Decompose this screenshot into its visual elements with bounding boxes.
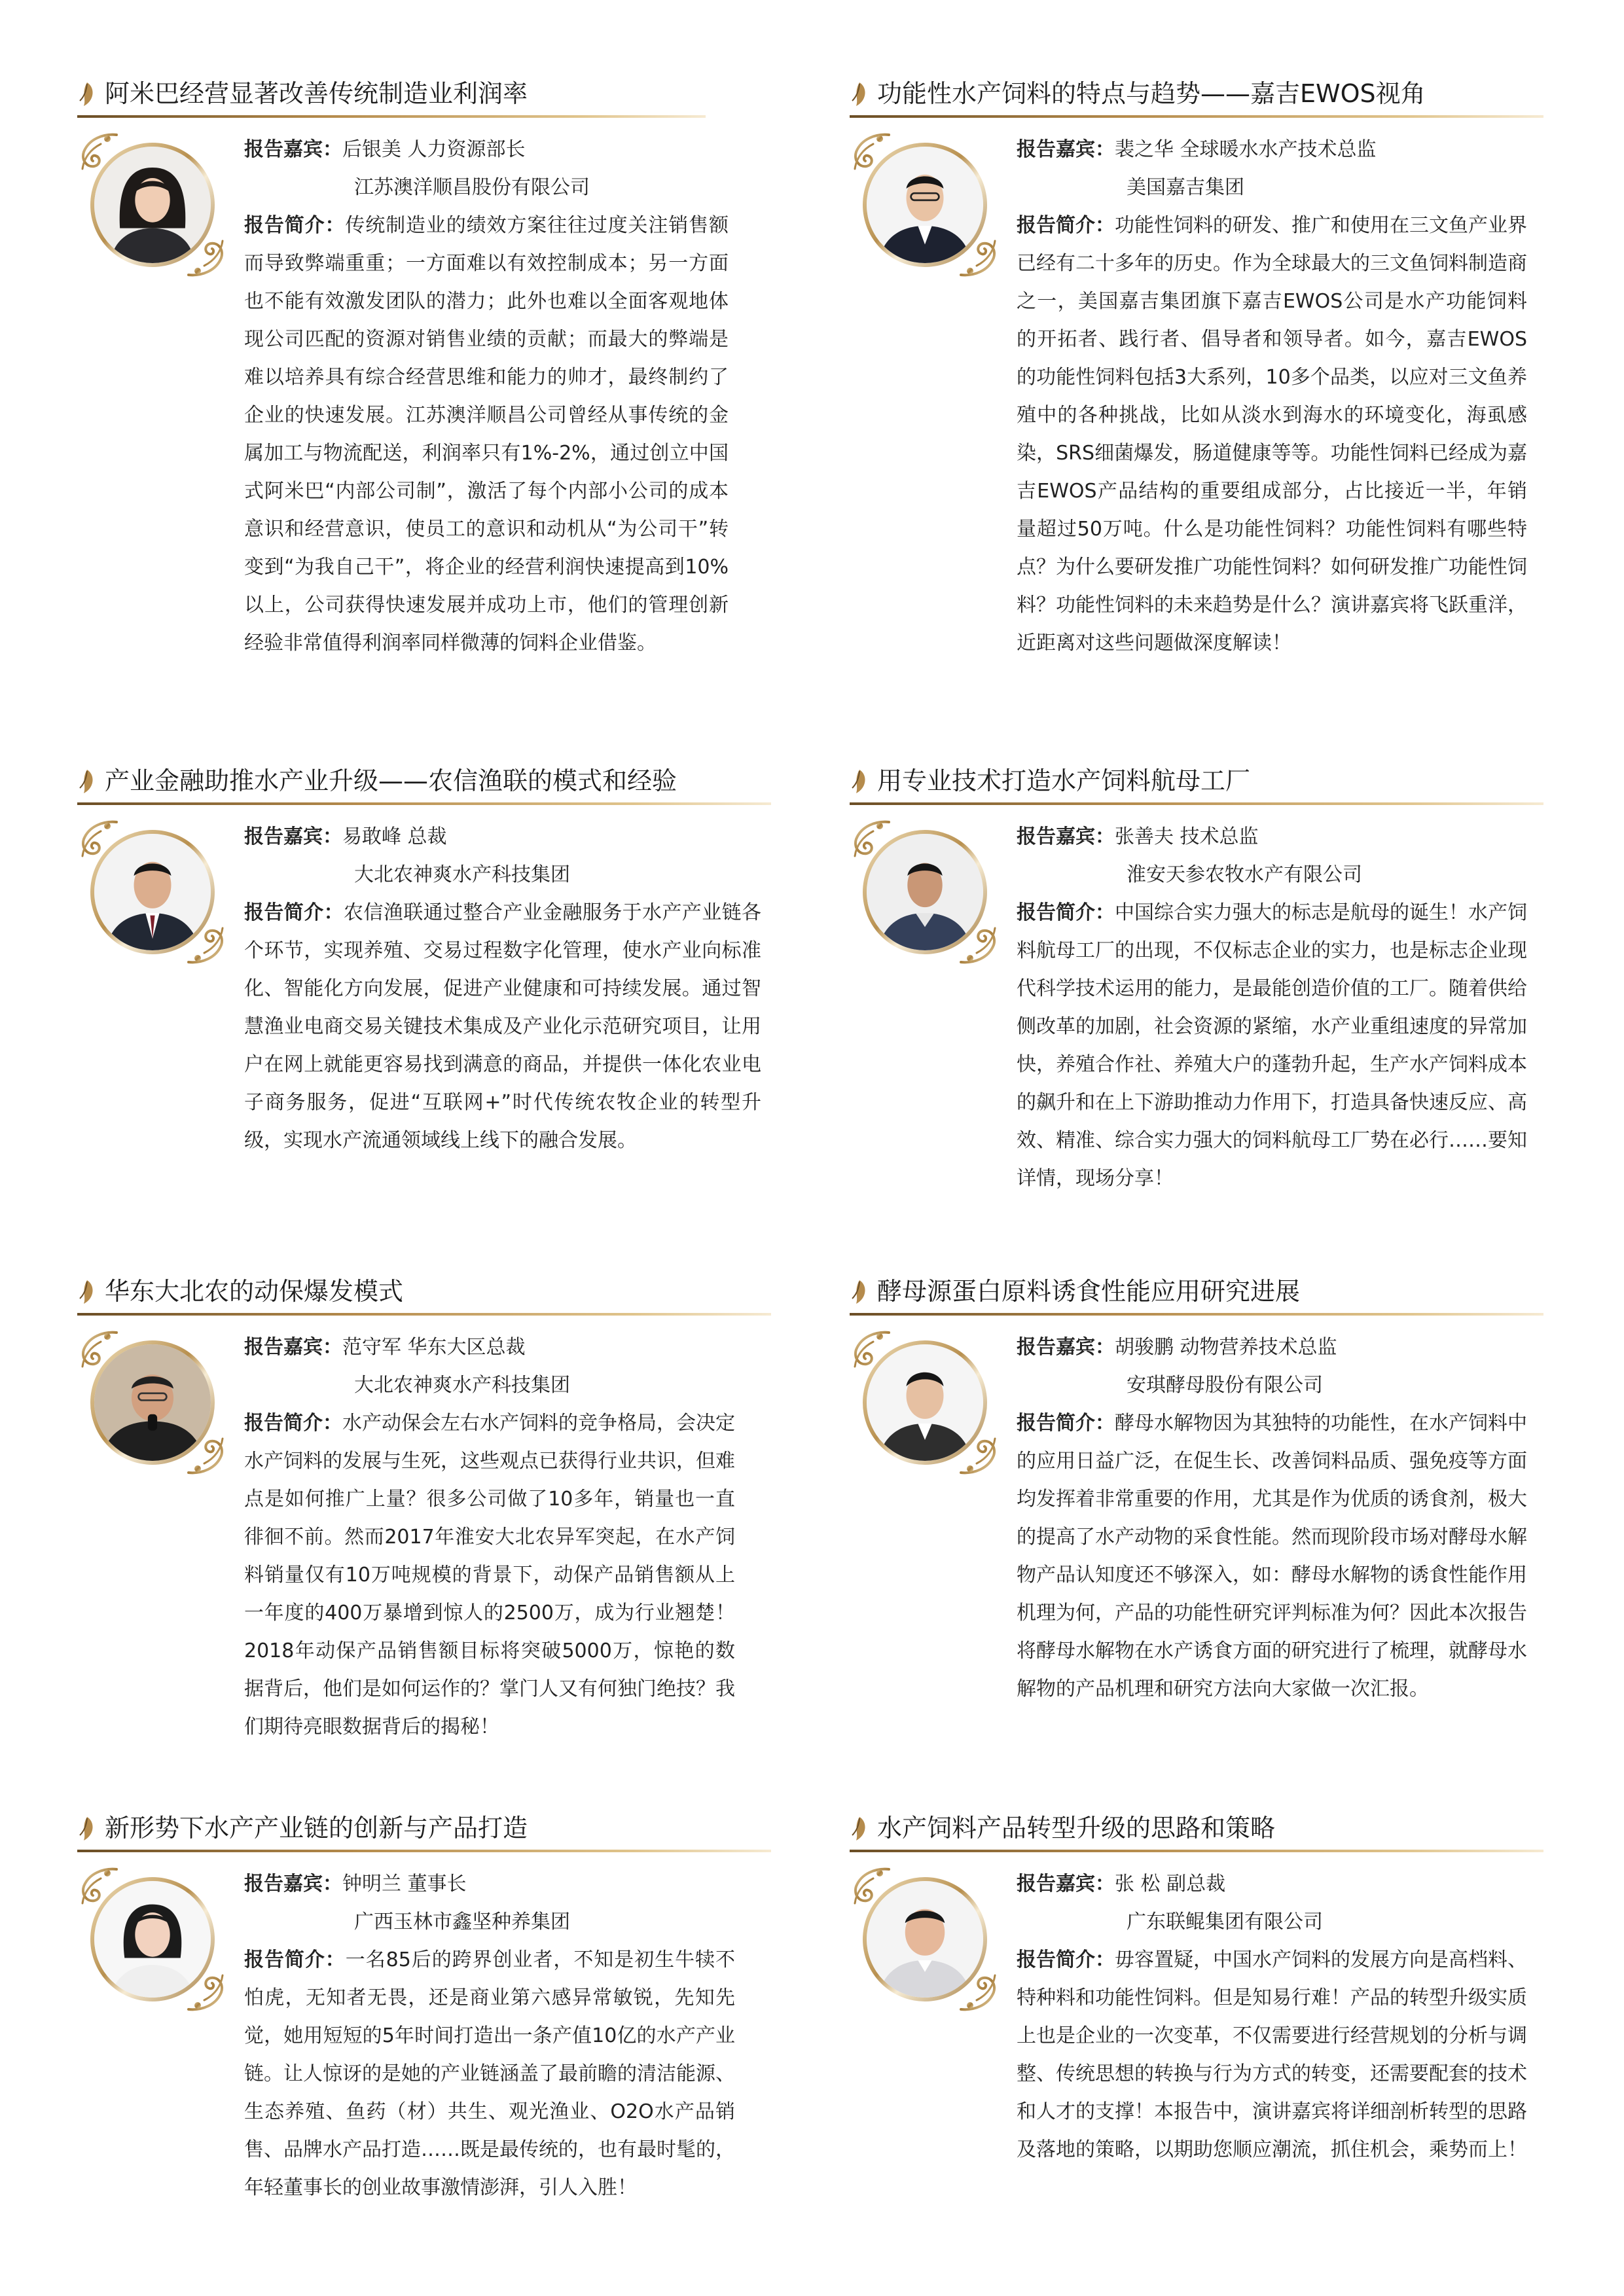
talk-card [77,1270,738,1738]
talk-card [850,72,1527,655]
speaker-name: 张善夫 技术总监 [1115,825,1259,848]
talk-card [850,1806,1527,2161]
intro-label: 报告简介： [1017,1948,1115,1971]
intro-label: 报告简介： [244,214,346,237]
speaker-label: 报告嘉宾： [244,1873,342,1895]
title-divider [77,802,771,805]
talk-title: 功能性水产饲料的特点与趋势——嘉吉EWOS视角 [877,79,1426,108]
avatar [94,1344,211,1461]
intro-label: 报告简介： [1017,901,1115,924]
speaker-company: 广西玉林市鑫坚种养集团 [354,1910,570,1933]
title-divider [850,1313,1543,1316]
speaker-label: 报告嘉宾： [244,138,342,161]
talk-intro: 报告简介：酵母水解物因为其独特的功能性，在水产饲料中的应用日益广泛，在促生长、改善饲料品质、强免疫等方面均发挥着非常重要的作用，尤其是作为优质的诱食剂，极大的提高了水产动物的采食性能。然而现阶段市场对酵母水解物产品认知度还不够深入，如：酵母水解物的诱食性能作用机理为何，产品的功能性研究评判标准为何？因此本次报告将酵母水解物在水产诱食方面的研究进行了梳理，就酵母水解物的产品机理和研究方法向大家做一次汇报。 [1017,1412,1527,1700]
avatar [867,834,983,950]
talk-header [850,759,1511,805]
talk-body [244,131,729,662]
leaf-icon [77,81,97,107]
avatar [867,1881,983,1998]
talk-body [1017,131,1527,662]
intro-label: 报告简介： [244,901,344,924]
title-divider [77,115,706,118]
speaker-portrait-frame [77,817,228,967]
talk-body [244,1865,735,2207]
speaker-company: 大北农神爽水产科技集团 [354,863,570,886]
talk-body [244,1329,735,1746]
talk-title: 新形势下水产产业链的创新与产品打造 [105,1814,528,1842]
speaker-name: 张 松 副总裁 [1115,1873,1226,1895]
title-divider [850,802,1543,805]
speaker-portrait-frame [77,1327,228,1478]
avatar [94,1881,211,1998]
talk-title: 用专业技术打造水产饲料航母工厂 [877,766,1251,795]
talk-body [244,818,761,1160]
title-divider [77,1313,771,1316]
speaker-portrait-frame [77,1864,228,2015]
talk-title: 产业金融助推水产业升级——农信渔联的模式和经验 [105,766,677,795]
talk-title: 阿米巴经营显著改善传统制造业利润率 [105,79,528,108]
talk-header [77,72,738,118]
talk-header [77,759,738,805]
talk-header [77,1270,738,1316]
speaker-label: 报告嘉宾： [244,825,342,848]
talk-intro: 报告简介：一名85后的跨界创业者，不知是初生牛犊不怕虎，无知者无畏，还是商业第六感异常敏锐，先知先觉，她用短短的5年时间打造出一条产值10亿的水产产业链。让人惊讶的是她的产业链涵盖了最前瞻的清洁能源、生态养殖、鱼药（材）共生、观光渔业、O2O水产品销售、品牌水产品打造……既是最传统的，也有最时髦的，年轻董事长的创业故事激情澎湃，引人入胜！ [244,1948,735,2199]
talk-intro: 报告简介：水产动保会左右水产饲料的竞争格局，会决定水产饲料的发展与生死，这些观点已获得行业共识，但难点是如何推广上量？很多公司做了10多年，销量也一直徘徊不前。然而2017年淮安大北农异军突起，在水产饲料销量仅有10万吨规模的背景下，动保产品销售额从上一年度的400万暴增到惊人的2500万，成为行业翘楚！2018年动保产品销售额目标将突破5000万，惊艳的数据背后，他们是如何运作的？掌门人又有何独门绝技？我们期待亮眼数据背后的揭秘！ [244,1412,735,1738]
speaker-label: 报告嘉宾： [1017,1336,1115,1359]
avatar [867,147,983,263]
talk-intro: 报告简介：农信渔联通过整合产业金融服务于水产产业链各个环节，实现养殖、交易过程数字化管理，使水产业向标准化、智能化方向发展，促进产业健康和可持续发展。通过智慧渔业电商交易关键技术集成及产业化示范研究项目，让用户在网上就能更容易找到满意的商品，并提供一体化农业电子商务服务，促进“互联网+”时代传统农牧企业的转型升级，实现水产流通领域线上线下的融合发展。 [244,901,761,1152]
talk-title: 华东大北农的动保爆发模式 [105,1277,404,1306]
speaker-company: 江苏澳洋顺昌股份有限公司 [354,176,590,199]
talk-body [1017,1865,1527,2169]
leaf-icon [77,1279,97,1305]
leaf-icon [850,768,869,795]
talk-header [850,1806,1511,1852]
speaker-label: 报告嘉宾： [1017,825,1115,848]
speaker-company: 广东联鲲集团有限公司 [1127,1910,1323,1933]
avatar [94,147,211,263]
leaf-icon [77,1816,97,1842]
avatar [94,834,211,950]
speaker-label: 报告嘉宾： [1017,1873,1115,1895]
title-divider [850,1850,1543,1852]
talk-header [850,72,1511,118]
title-divider [850,115,1543,118]
speaker-name: 易敢峰 总裁 [342,825,447,848]
speaker-name: 后银美 人力资源部长 [342,138,526,161]
leaf-icon [850,81,869,107]
speaker-company: 大北农神爽水产科技集团 [354,1374,570,1397]
talk-body [1017,1329,1527,1708]
talk-intro: 报告简介：传统制造业的绩效方案往往过度关注销售额而导致弊端重重；一方面难以有效控制成本；另一方面也不能有效激发团队的潜力；此外也难以全面客观地体现公司匹配的资源对销售业绩的贡献；而最大的弊端是难以培养具有综合经营思维和能力的帅才，最终制约了企业的快速发展。江苏澳洋顺昌公司曾经从事传统的金属加工与物流配送，利润率只有1%-2%，通过创立中国式阿米巴“内部公司制”，激活了每个内部小公司的成本意识和经营意识，使员工的意识和动机从“为公司干”转变到“为我自己干”，将企业的经营利润快速提高到10%以上，公司获得快速发展并成功上市，他们的管理创新经验非常值得利润率同样微薄的饲料企业借鉴。 [244,214,729,655]
speaker-portrait-frame [77,130,228,280]
speaker-name: 裴之华 全球暖水水产技术总监 [1115,138,1377,161]
speaker-name: 范守军 华东大区总裁 [342,1336,526,1359]
talk-intro: 报告简介：毋容置疑，中国水产饲料的发展方向是高档料、特种料和功能性饲料。但是知易行难！产品的转型升级实质上也是企业的一次变革，不仅需要进行经营规划的分析与调整、传统思想的转换与行为方式的转变，还需要配套的技术和人才的支撑！本报告中，演讲嘉宾将详细剖析转型的思路及落地的策略，以期助您顺应潮流，抓住机会，乘势而上！ [1017,1948,1527,2161]
talk-card [850,759,1527,1190]
intro-label: 报告简介： [1017,1412,1115,1435]
speaker-company: 安琪酵母股份有限公司 [1127,1374,1323,1397]
speaker-label: 报告嘉宾： [1017,138,1115,161]
speaker-portrait-frame [850,130,1000,280]
talk-body [1017,818,1527,1198]
talk-card [850,1270,1527,1700]
speaker-name: 胡骏鹏 动物营养技术总监 [1115,1336,1337,1359]
speaker-name: 钟明兰 董事长 [342,1873,467,1895]
speaker-company: 美国嘉吉集团 [1127,176,1244,199]
talk-title: 酵母源蛋白原料诱食性能应用研究进展 [877,1277,1301,1306]
talk-intro: 报告简介：功能性饲料的研发、推广和使用在三文鱼产业界已经有二十多年的历史。作为全球最大的三文鱼饲料制造商之一，美国嘉吉集团旗下嘉吉EWOS公司是水产功能饲料的开拓者、践行者、倡导者和领导者。如今，嘉吉EWOS的功能性饲料包括3大系列，10多个品类，以应对三文鱼养殖中的各种挑战，比如从淡水到海水的环境变化，海虱感染，SRS细菌爆发，肠道健康等等。功能性饲料已经成为嘉吉EWOS产品结构的重要组成部分，占比接近一半，年销量超过50万吨。什么是功能性饲料？功能性饲料有哪些特点？为什么要研发推广功能性饲料？如何研发推广功能性饲料？功能性饲料的未来趋势是什么？演讲嘉宾将飞跃重洋，近距离对这些问题做深度解读！ [1017,214,1527,655]
speaker-company: 淮安天参农牧水产有限公司 [1127,863,1362,886]
intro-label: 报告简介： [1017,214,1115,237]
leaf-icon [850,1279,869,1305]
intro-label: 报告简介： [244,1948,346,1971]
talk-card [77,1806,738,2199]
speaker-portrait-frame [850,1327,1000,1478]
leaf-icon [77,768,97,795]
leaf-icon [850,1816,869,1842]
speaker-label: 报告嘉宾： [244,1336,342,1359]
speaker-portrait-frame [850,817,1000,967]
talk-header [77,1806,738,1852]
talk-intro: 报告简介：中国综合实力强大的标志是航母的诞生！水产饲料航母工厂的出现，不仅标志企业的实力，也是标志企业现代科学技术运用的能力，是最能创造价值的工厂。随着供给侧改革的加剧，社会资源的紧缩，水产业重组速度的异常加快，养殖合作社、养殖大户的蓬勃升起，生产水产饲料成本的飙升和在上下游助推动力作用下，打造具备快速反应、高效、精准、综合实力强大的饲料航母工厂势在必行……要知详情，现场分享！ [1017,901,1527,1190]
avatar [867,1344,983,1461]
talk-card [77,759,761,1152]
intro-label: 报告简介： [244,1412,342,1435]
talk-header [850,1270,1511,1316]
talk-title: 水产饲料产品转型升级的思路和策略 [877,1814,1276,1842]
speaker-portrait-frame [850,1864,1000,2015]
talk-card [77,72,738,655]
title-divider [77,1850,771,1852]
